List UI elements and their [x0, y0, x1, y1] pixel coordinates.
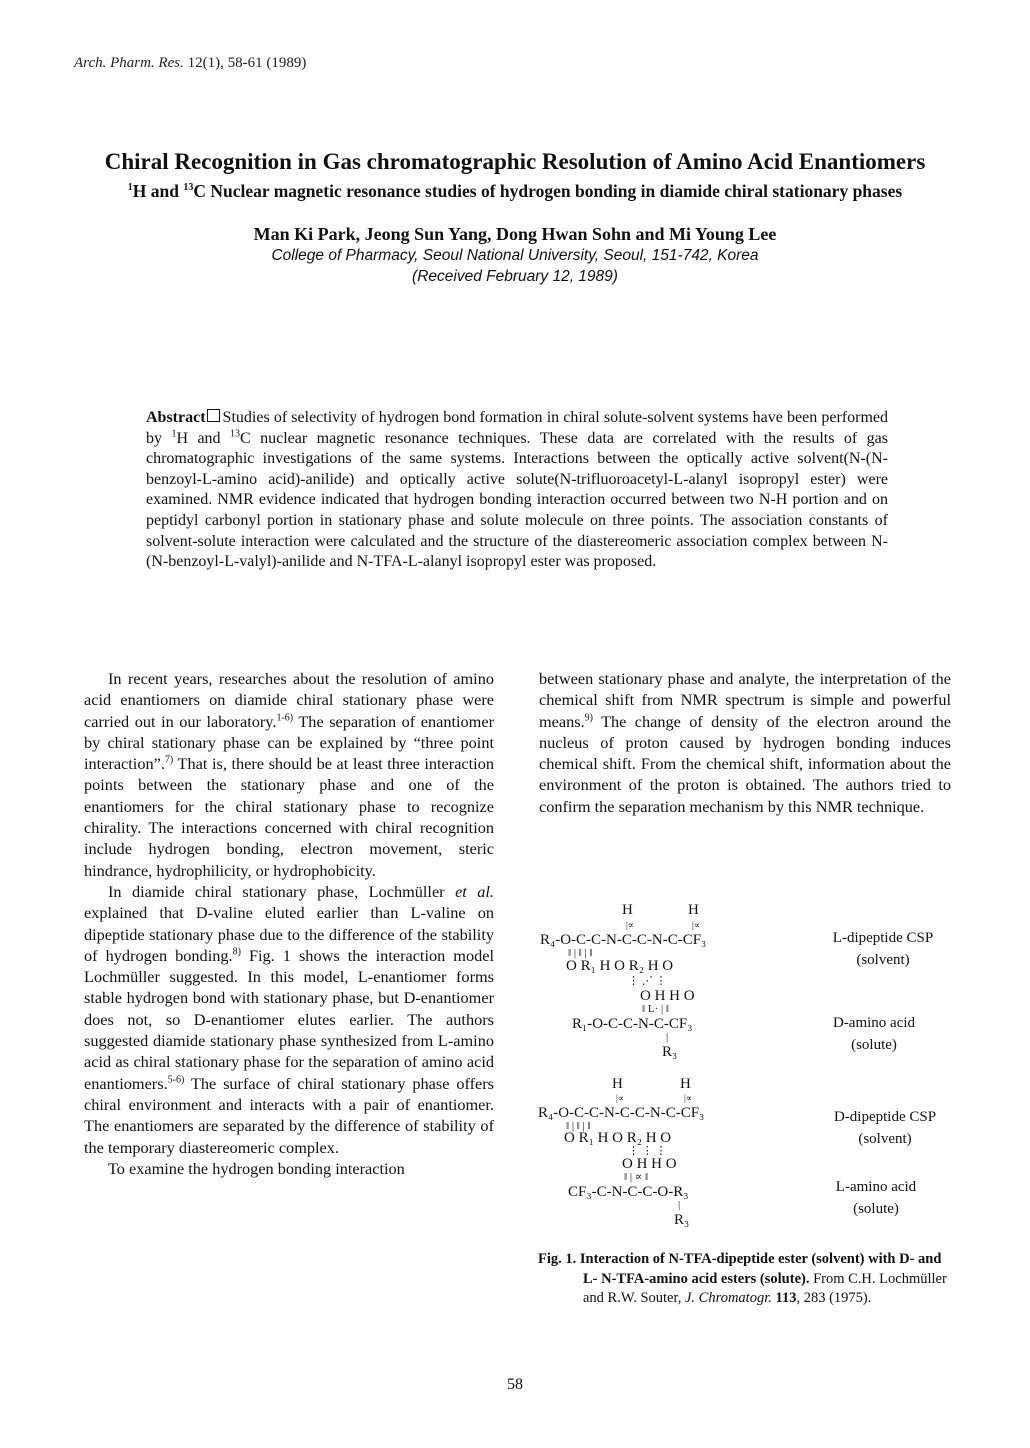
subtitle-sup-1: 1	[127, 182, 133, 194]
svg-text:‖ | ∝ ‖: ‖ | ∝ ‖	[624, 1171, 649, 1183]
caption-text: Interaction of N-TFA-dipeptide ester (solvent) with D- and L- N-TFA-amino acid esters (solute).	[579, 1251, 942, 1287]
page-number: 58	[507, 1376, 523, 1393]
text-run: explained that D-valine eluted earlier than L-valine on dipeptide stationary phase due to the difference of the stability of hydrogen bonding.	[84, 903, 494, 965]
abstract	[146, 408, 888, 573]
svg-text:|∝: |∝	[616, 1093, 624, 1103]
title-block	[60, 148, 970, 287]
abstract-text-2: H and	[176, 429, 230, 447]
svg-text:O R₁ H O R₂ H O: O R₁ H O R₂ H O	[564, 1130, 672, 1146]
reference-marker: 7)	[164, 754, 174, 766]
paragraph	[84, 881, 494, 1158]
svg-text:O R₁ H O R₂ H O: O R₁ H O R₂ H O	[566, 958, 674, 974]
svg-text:O H H O: O H H O	[640, 988, 695, 1004]
svg-text:|∝: |∝	[692, 920, 700, 930]
body-column-left	[84, 668, 494, 1179]
text-run: , 283 (1975).	[796, 1290, 872, 1306]
figure-caption	[538, 1250, 953, 1309]
label-solvent: (solvent)	[856, 952, 910, 968]
text-run-italic: et al.	[455, 881, 494, 901]
svg-text:H: H	[680, 1076, 691, 1092]
svg-text:|: |	[666, 1031, 669, 1043]
received-date: (Received February 12, 1989)	[412, 268, 618, 285]
text-run: From C.H. Lochmüller and R.W. Souter,	[583, 1270, 947, 1306]
svg-text:H: H	[612, 1076, 623, 1092]
abstract-sup-1: 1	[171, 428, 177, 440]
svg-text:O H H O: O H H O	[622, 1156, 677, 1172]
body-column-right	[539, 668, 951, 817]
abstract-text-3: C nuclear magnetic resonance techniques. These data are correlated with the results of gas chromatographic investigations of the same systems. Interactions between the optically active solvent(N-(N-benzoyl-L-amino acid)-anilide) and optically active solute(N-trifluoroacetyl-L-alanyl isopropyl ester) were examined. NMR evidence indicated that hydrogen bonding interaction occurred between two N-H portion and on peptidyl carbonyl portion in stationary phase and solute molecule on three points. The association constants of solvent-solute interaction were calculated and the structure of the diastereomeric association complex between N-(N-benzoyl-L-valyl)-anilide and N-TFA-L-alanyl isopropyl ester was proposed.	[146, 429, 889, 571]
svg-text:|∝: |∝	[684, 1093, 692, 1103]
reference-marker: 5-6)	[167, 1074, 185, 1086]
abstract-label: Abstract	[146, 409, 206, 426]
label-d-dipeptide: D-dipeptide CSP	[833, 1109, 937, 1125]
journal-name: Arch. Pharm. Res.	[74, 55, 184, 71]
svg-text:|∝: |∝	[626, 920, 634, 930]
reference-marker: 1-6)	[276, 712, 294, 724]
svg-text:⋮ ⋮ ⋮: ⋮ ⋮ ⋮	[628, 1145, 667, 1157]
reference-marker: 9)	[584, 712, 594, 724]
svg-text:R₄-O-C-C-N-C-C-N-C-CF₃: R₄-O-C-C-N-C-C-N-C-CF₃	[540, 932, 707, 948]
subtitle-sup-2: 13	[183, 182, 194, 194]
paragraph: To examine the hydrogen bonding interaction	[108, 1158, 405, 1178]
reference-marker: 8)	[232, 946, 241, 958]
svg-text:‖ L· | ‖: ‖ L· | ‖	[642, 1003, 670, 1015]
paper-title: Chiral Recognition in Gas chromatographic Resolution of Amino Acid Enantiomers	[104, 149, 926, 174]
svg-text:CF₃-C-N-C-C-O-R₃: CF₃-C-N-C-C-O-R₃	[568, 1184, 689, 1200]
figure-1	[536, 896, 956, 1236]
label-l-dipeptide: L-dipeptide CSP	[832, 930, 934, 946]
text-run-italic: J. Chromatogr.	[685, 1290, 772, 1306]
authors: Man Ki Park, Jeong Sun Yang, Dong Hwan Sohn and Mi Young Lee	[253, 224, 777, 244]
volume-issue: 12(1), 58-61 (1989)	[187, 55, 307, 71]
text-run-bold: 113	[775, 1290, 797, 1306]
text-run: between stationary phase and analyte, the interpretation of the chemical shift from NMR spectrum is simple and powerful means.	[539, 669, 951, 731]
svg-text:⋮ ⋰ ⋮: ⋮ ⋰ ⋮	[628, 975, 667, 987]
label-l-amino-acid: L-amino acid	[835, 1179, 917, 1195]
svg-text:H: H	[688, 902, 699, 918]
svg-text:‖ | ‖ | ‖: ‖ | ‖ | ‖	[568, 947, 593, 959]
paragraph	[84, 668, 494, 881]
abstract-text-1: Studies of selectivity of hydrogen bond formation in chiral solute-solvent systems have been performed by	[146, 409, 888, 447]
text-run: In diamide chiral stationary phase, Lochmüller	[108, 881, 456, 901]
chemical-structure-diagram	[536, 896, 956, 1236]
svg-text:R₃: R₃	[674, 1212, 690, 1228]
text-run: The surface of chiral stationary phase offers chiral environment and interacts with a pair of enantiomer. The enantiomers are separated by the difference of stability of the temporary diastereomeric complex.	[84, 1073, 494, 1157]
svg-text:|: |	[678, 1199, 681, 1211]
subtitle-part-1: H and	[132, 181, 184, 201]
journal-reference	[74, 55, 306, 72]
svg-text:H: H	[622, 902, 633, 918]
label-d-amino-acid: D-amino acid	[832, 1015, 916, 1031]
paragraph	[539, 668, 951, 817]
svg-text:‖ | ‖ | ‖: ‖ | ‖ | ‖	[566, 1120, 591, 1132]
label-solute: (solute)	[853, 1201, 899, 1217]
text-run: The change of density of the electron around the nucleus of proton caused by hydrogen bonding induces chemical shift. From the chemical shift, information about the environment of the proton is obtained. The authors tried to confirm the separation mechanism by this NMR technique.	[539, 711, 951, 816]
subtitle-part-2: C Nuclear magnetic resonance studies of hydrogen bonding in diamide chiral stationary phases	[193, 181, 903, 201]
text-run: That is, there should be at least three interaction points between the stationary phase and one of the enantiomers for the chiral stationary phase to recognize chirality. The interactions concerned with chiral recognition include hydrogen bonding, electron movement, steric hindrance, hydrophilicity, or hydrophobicity.	[84, 754, 494, 880]
square-box-icon	[207, 409, 220, 422]
abstract-sup-2: 13	[230, 428, 240, 440]
svg-text:R₁-O-C-C-N-C-CF₃: R₁-O-C-C-N-C-CF₃	[572, 1016, 693, 1032]
text-run: In recent years, researches about the resolution of amino acid enantiomers on diamide chiral stationary phase were carried out in our laboratory.	[84, 669, 494, 731]
svg-text:R₄-O-C-C-N-C-C-N-C-CF₃: R₄-O-C-C-N-C-C-N-C-CF₃	[538, 1105, 705, 1121]
figure-label: Fig. 1.	[538, 1251, 577, 1267]
svg-text:R₃: R₃	[662, 1044, 678, 1060]
label-solvent: (solvent)	[858, 1131, 912, 1147]
affiliation: College of Pharmacy, Seoul National University, Seoul, 151-742, Korea	[271, 247, 759, 264]
paper-subtitle	[60, 179, 970, 203]
label-solute: (solute)	[851, 1037, 897, 1053]
text-run: Fig. 1 shows the interaction model Lochmüller suggested. In this model, L-enantiomer forms stable hydrogen bond with stationary phase, but D-enantiomer does not, so D-enantiomer elutes earlier. The authors suggested diamide stationary phase synthesized from L-amino acid as chiral stationary phase for the separation of amino acid enantiomers.	[84, 945, 494, 1093]
text-run: The separation of enantiomer by chiral stationary phase can be explained by “three point interaction”.	[84, 711, 494, 774]
